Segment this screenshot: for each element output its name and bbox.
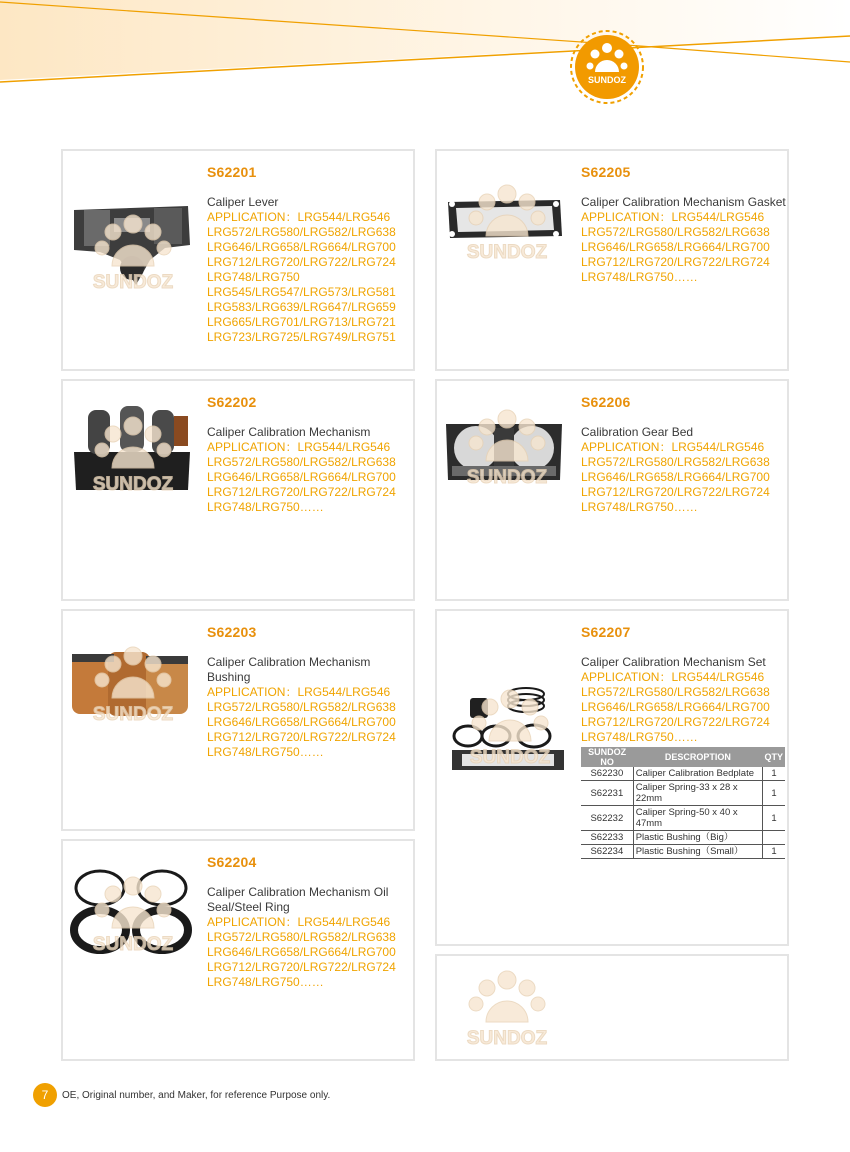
- application-line: LRG665/LRG701/LRG713/LRG721: [207, 315, 396, 329]
- application-line: LRG572/LRG580/LRG582/LRG638: [581, 225, 770, 239]
- application-line: APPLICATION：LRG544/LRG546: [581, 210, 765, 224]
- parts-table: [581, 747, 785, 859]
- application-line: LRG712/LRG720/LRG722/LRG724: [581, 485, 770, 499]
- product-code: S62206: [581, 394, 631, 410]
- product-code: S62204: [207, 854, 257, 870]
- part-number: S62231: [581, 781, 633, 806]
- application-line: LRG572/LRG580/LRG582/LRG638: [207, 455, 396, 469]
- watermark-logo: [452, 966, 562, 1051]
- application-line: APPLICATION：LRG544/LRG546: [207, 685, 391, 699]
- svg-text:SUNDOZ: SUNDOZ: [466, 467, 548, 488]
- application-line: APPLICATION：LRG544/LRG546: [581, 440, 765, 454]
- product-title: Caliper Calibration Mechanism Gasket: [581, 195, 786, 209]
- application-line: LRG646/LRG658/LRG664/LRG700: [207, 715, 396, 729]
- product-title: Caliper Calibration Mechanism Bushing: [207, 655, 371, 684]
- product-title: Caliper Lever: [207, 195, 279, 209]
- application-line: LRG712/LRG720/LRG722/LRG724: [207, 960, 396, 974]
- part-qty: 1: [762, 767, 785, 781]
- watermark-logo: [452, 180, 562, 265]
- column-header: QTY: [762, 747, 785, 767]
- product-code: S62205: [581, 164, 631, 180]
- application-line: LRG646/LRG658/LRG664/LRG700: [207, 240, 396, 254]
- part-number: S62230: [581, 767, 633, 781]
- part-description: Caliper Calibration Bedplate: [633, 767, 762, 781]
- header-band: [0, 0, 850, 100]
- svg-text:SUNDOZ: SUNDOZ: [588, 75, 626, 85]
- column-header: SUNDOZ NO: [581, 747, 633, 767]
- application-line: LRG572/LRG580/LRG582/LRG638: [581, 455, 770, 469]
- application-list: [207, 915, 396, 990]
- application-line: LRG545/LRG547/LRG573/LRG581: [207, 285, 396, 299]
- table-row: [581, 767, 785, 781]
- application-list: [581, 670, 770, 745]
- application-line: LRG572/LRG580/LRG582/LRG638: [207, 930, 396, 944]
- application-line: LRG748/LRG750……: [207, 500, 324, 514]
- part-description: Plastic Bushing（Small）: [633, 845, 762, 859]
- parts-table-header: [581, 747, 785, 767]
- svg-text:SUNDOZ: SUNDOZ: [92, 272, 174, 293]
- part-qty: 1: [762, 845, 785, 859]
- watermark-logo: [78, 872, 188, 957]
- part-number: S62233: [581, 831, 633, 845]
- svg-text:SUNDOZ: SUNDOZ: [466, 1028, 548, 1049]
- table-row: [581, 781, 785, 806]
- table-row: [581, 831, 785, 845]
- application-line: APPLICATION：LRG544/LRG546: [207, 440, 391, 454]
- svg-text:SUNDOZ: SUNDOZ: [466, 242, 548, 263]
- svg-text:SUNDOZ: SUNDOZ: [469, 747, 551, 768]
- application-line: LRG723/LRG725/LRG749/LRG751: [207, 330, 396, 344]
- application-line: LRG748/LRG750……: [207, 745, 324, 759]
- application-line: APPLICATION：LRG544/LRG546: [581, 670, 765, 684]
- product-title: Caliper Calibration Mechanism Set: [581, 655, 766, 669]
- column-header: DESCROPTION: [633, 747, 762, 767]
- application-line: APPLICATION：LRG544/LRG546: [207, 915, 391, 929]
- application-line: LRG572/LRG580/LRG582/LRG638: [207, 700, 396, 714]
- application-list: [207, 440, 396, 515]
- application-line: LRG583/LRG639/LRG647/LRG659: [207, 300, 396, 314]
- product-title: Calibration Gear Bed: [581, 425, 694, 439]
- application-line: LRG572/LRG580/LRG582/LRG638: [207, 225, 396, 239]
- watermark-logo: [78, 412, 188, 497]
- part-description: Plastic Bushing（Big）: [633, 831, 762, 845]
- application-line: LRG646/LRG658/LRG664/LRG700: [207, 470, 396, 484]
- product-title: Caliper Calibration Mechanism: [207, 425, 371, 439]
- application-line: LRG748/LRG750……: [581, 730, 698, 744]
- watermark-logo: [78, 210, 188, 295]
- product-code: S62203: [207, 624, 257, 640]
- sundoz-logo: [568, 28, 646, 106]
- part-description: Caliper Spring-33 x 28 x 22mm: [633, 781, 762, 806]
- application-line: LRG712/LRG720/LRG722/LRG724: [207, 485, 396, 499]
- watermark-logo: [78, 642, 188, 727]
- application-line: LRG712/LRG720/LRG722/LRG724: [581, 715, 770, 729]
- application-line: LRG646/LRG658/LRG664/LRG700: [581, 240, 770, 254]
- part-qty: 1: [762, 806, 785, 831]
- application-line: LRG712/LRG720/LRG722/LRG724: [207, 730, 396, 744]
- svg-text:SUNDOZ: SUNDOZ: [92, 474, 174, 495]
- table-row: [581, 806, 785, 831]
- part-qty: [762, 831, 785, 845]
- application-list: [207, 685, 396, 760]
- application-line: LRG748/LRG750……: [581, 500, 698, 514]
- application-line: LRG646/LRG658/LRG664/LRG700: [581, 700, 770, 714]
- watermark-logo: [452, 405, 562, 490]
- watermark-logo: [455, 685, 565, 770]
- page-number: 7: [33, 1083, 57, 1107]
- application-line: LRG646/LRG658/LRG664/LRG700: [207, 945, 396, 959]
- table-row: [581, 845, 785, 859]
- svg-text:SUNDOZ: SUNDOZ: [92, 934, 174, 955]
- product-code: S62201: [207, 164, 257, 180]
- part-qty: 1: [762, 781, 785, 806]
- part-number: S62234: [581, 845, 633, 859]
- application-line: LRG572/LRG580/LRG582/LRG638: [581, 685, 770, 699]
- application-list: [207, 210, 396, 345]
- application-line: LRG712/LRG720/LRG722/LRG724: [207, 255, 396, 269]
- application-list: [581, 210, 770, 285]
- part-description: Caliper Spring-50 x 40 x 47mm: [633, 806, 762, 831]
- svg-text:SUNDOZ: SUNDOZ: [92, 704, 174, 725]
- application-line: LRG748/LRG750……: [207, 975, 324, 989]
- footer-note: OE, Original number, and Maker, for reference Purpose only.: [62, 1090, 331, 1101]
- application-list: [581, 440, 770, 515]
- application-line: LRG748/LRG750……: [581, 270, 698, 284]
- product-title: Caliper Calibration Mechanism Oil Seal/Steel Ring: [207, 885, 389, 914]
- product-code: S62207: [581, 624, 631, 640]
- application-line: LRG712/LRG720/LRG722/LRG724: [581, 255, 770, 269]
- product-code: S62202: [207, 394, 257, 410]
- application-line: LRG748/LRG750: [207, 270, 300, 284]
- application-line: LRG646/LRG658/LRG664/LRG700: [581, 470, 770, 484]
- part-number: S62232: [581, 806, 633, 831]
- application-line: APPLICATION：LRG544/LRG546: [207, 210, 391, 224]
